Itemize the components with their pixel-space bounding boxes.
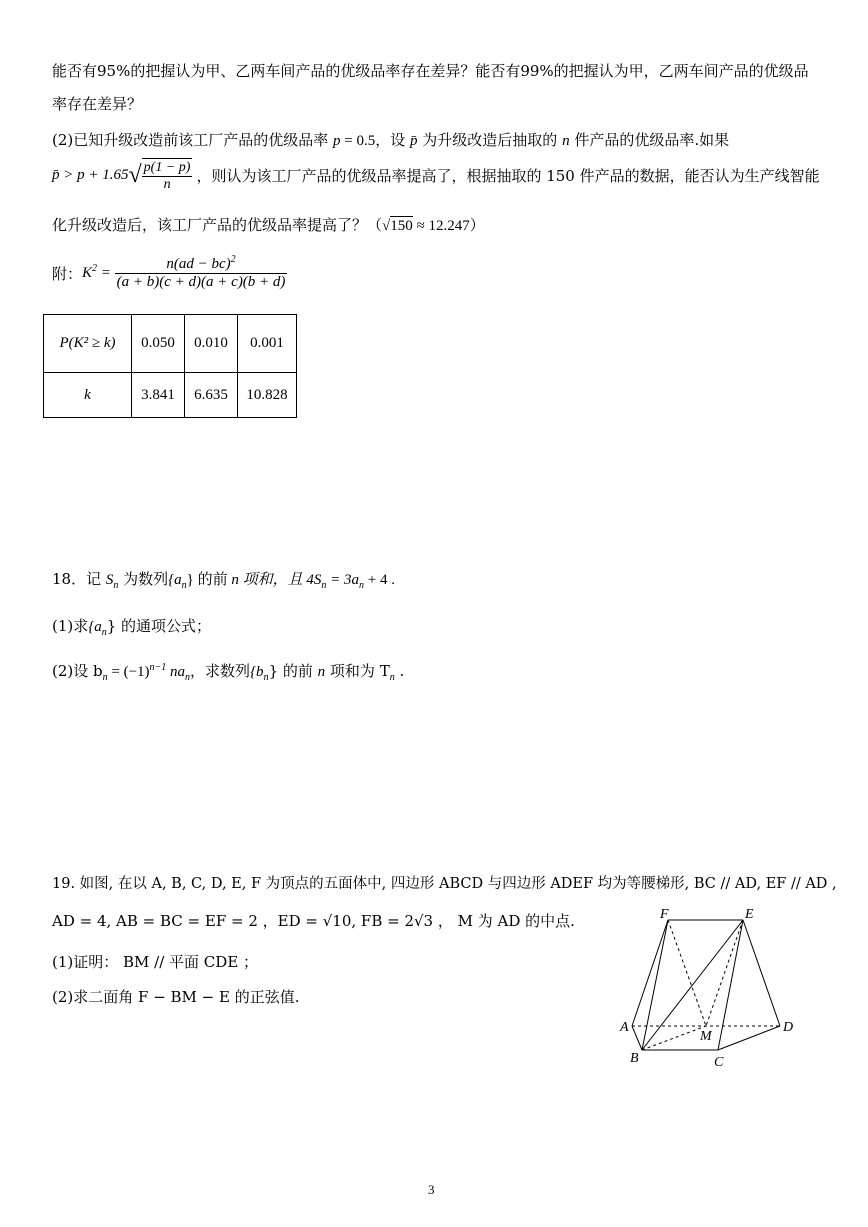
table-cell: 10.828	[238, 373, 297, 418]
q19-part1: (1)证明： BM // 平面 CDE ；	[52, 953, 259, 971]
q19-line1: 19. 如图, 在以 A, B, C, D, E, F 为顶点的五面体中, 四边形 ABCD 与四边形 ADEF 均为等腰梯形, BC // AD, EF // AD ,	[52, 876, 837, 892]
q17-line4: 化升级改造后，该工厂产品的优级品率提高了？（√150 ≈ 12.247）	[52, 216, 485, 234]
edge-FM-hidden	[668, 920, 706, 1026]
q19-line2: AD = 4, AB = BC = EF = 2 ，ED = √10, FB = 2√3 ， M 为 AD 的中点.	[52, 912, 575, 930]
condition-text: ，则认为该工厂产品的优级品率提高了，根据抽取的 150 件产品的数据，能否认为生产线智能	[196, 167, 820, 185]
q17-condition-line: p̄ > p + 1.65√ $\frac{p(1 - p)}{n}$ ，则认为该工厂产品的优级品率提高了，根据抽取的 150 件产品的数据，能否认为生产线智能	[52, 160, 820, 192]
table-cell: 6.635	[185, 373, 238, 418]
label-A: A	[620, 1020, 629, 1035]
table-head-p: P(K² ≥ k)	[44, 315, 132, 373]
condition-lhs: p̄ > p + 1.65	[52, 167, 129, 183]
q18-stem: 18．记 $S_n$ 为数列$\{a_n\}$ 的前 n 项和，且 $4S_n = 3a_n + 4$ .	[52, 570, 395, 591]
condition-num: p(1 − p)	[143, 160, 191, 175]
label-C: C	[714, 1055, 724, 1070]
label-F: F	[660, 907, 669, 922]
q17-line1: 能否有95%的把握认为甲、乙两车间产品的优级品率存在差异？能否有99%的把握认为甲，乙两车间产品的优级品	[52, 62, 809, 80]
edge-EB	[642, 920, 743, 1050]
table-head-k: k	[44, 373, 132, 418]
edge-EM-hidden	[706, 920, 743, 1026]
condition-den: n	[163, 177, 171, 192]
label-D: D	[783, 1020, 794, 1035]
label-B: B	[630, 1051, 639, 1066]
table-cell: 0.010	[185, 315, 238, 373]
q18-part2: (2)设 $b_n = (-1)^{n-1}$ $na_n$，求数列$\{b_n\}$ 的前 n 项和为 $T_n$ .	[52, 662, 405, 683]
table-cell: 3.841	[132, 373, 185, 418]
edge-CD	[718, 1026, 780, 1050]
k2-formula: 附：$K^2$ = $\frac{n(ad - bc)^2}{(a + b)(c + d)(a + c)(b + d)}$	[52, 254, 286, 290]
edge-ED	[743, 920, 780, 1026]
edge-EC	[718, 920, 743, 1050]
q17-part2-line: (2)已知升级改造前该工厂产品的优级品率 p = 0.5，设 p̄ 为升级改造后抽取的 n 件产品的优级品率.如果	[52, 131, 730, 149]
q19-part2: (2)求二面角 F − BM − E 的正弦值.	[52, 988, 300, 1006]
label-E: E	[745, 907, 754, 922]
critical-value-table	[43, 314, 297, 418]
pentahedron-figure	[610, 900, 810, 1070]
q17-line2: 率存在差异？	[52, 95, 143, 113]
table-cell: 0.050	[132, 315, 185, 373]
label-M: M	[700, 1029, 712, 1044]
edge-AB	[632, 1026, 642, 1050]
page-number: 3	[428, 1182, 435, 1197]
table-cell: 0.001	[238, 315, 297, 373]
q18-part1: (1)求$\{a_n\}$ 的通项公式；	[52, 617, 212, 638]
